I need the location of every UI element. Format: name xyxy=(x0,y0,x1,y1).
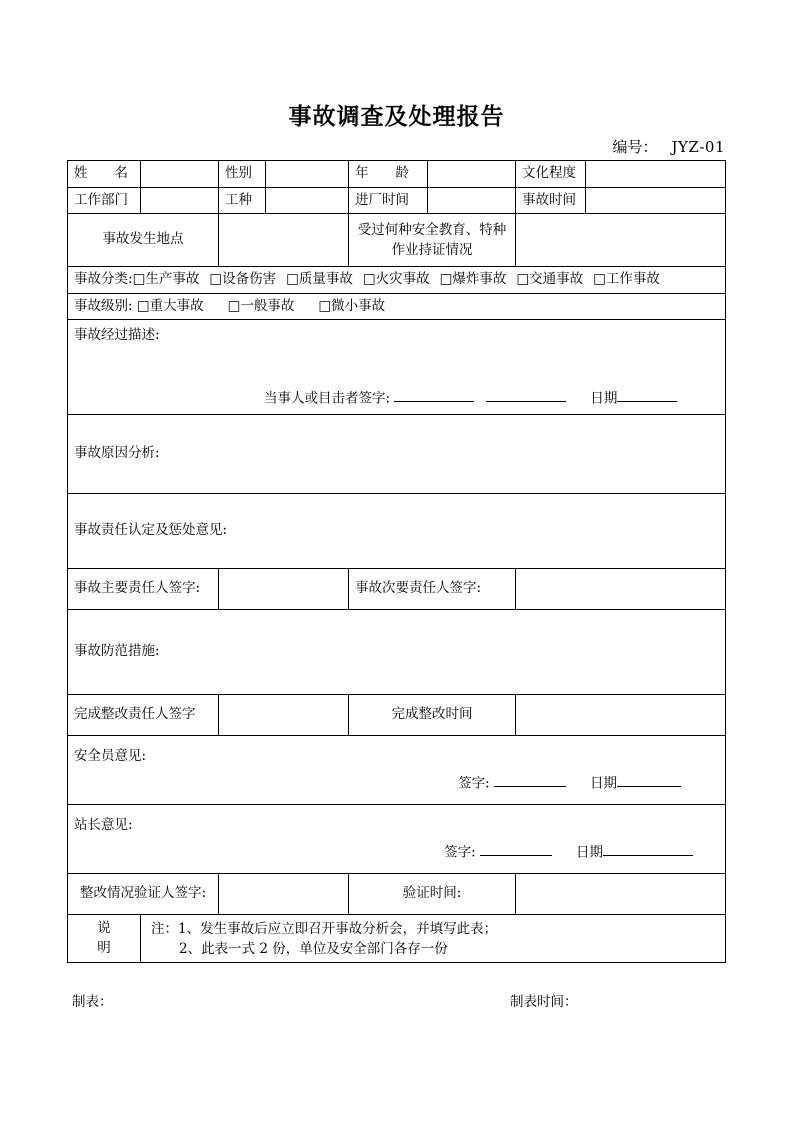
location-label: 事故发生地点 xyxy=(68,214,219,267)
primary-signature-label: 事故主要责任人签字: xyxy=(68,569,219,610)
witness-date-field[interactable] xyxy=(617,388,677,403)
training-value-cell[interactable] xyxy=(516,214,726,267)
safety-officer-date-field[interactable] xyxy=(617,773,681,788)
prevention-cell[interactable] xyxy=(68,610,726,695)
safety-officer-signature-field[interactable] xyxy=(494,773,566,788)
age-label: 年 龄 xyxy=(349,161,428,188)
verification-time-cell[interactable] xyxy=(516,874,726,915)
document-number-label: 编号： xyxy=(612,138,658,156)
station-chief-date-label: 日期 xyxy=(576,844,603,860)
responsibility-label: 事故责任认定及惩处意见: xyxy=(74,522,228,539)
table-row-level xyxy=(68,293,726,320)
safety-officer-label: 安全员意见: xyxy=(74,747,147,764)
notes-item-1: 注：1、发生事故后应立即召开事故分析会，并填写此表； xyxy=(151,921,498,938)
station-chief-date-field[interactable] xyxy=(603,842,693,857)
table-row-classification xyxy=(68,267,726,294)
prevention-label: 事故防范措施: xyxy=(74,643,160,660)
witness-signature-field-2[interactable] xyxy=(486,388,566,403)
classification-label: 事故分类: xyxy=(74,271,133,288)
entry-time-value-cell[interactable] xyxy=(428,187,516,214)
education-label: 文化程度 xyxy=(516,161,586,188)
level-cell xyxy=(68,293,726,320)
department-value-cell[interactable] xyxy=(141,187,219,214)
page-title: 事故调查及处理报告 xyxy=(288,104,505,130)
table-row-rectification xyxy=(68,695,726,736)
prepared-time-label: 制表时间： xyxy=(510,994,578,1010)
prepared-by-label: 制表： xyxy=(72,994,113,1010)
name-label: 姓 名 xyxy=(68,161,141,188)
table-row-signatures xyxy=(68,569,726,610)
classification-option-2[interactable]: □质量事故 xyxy=(286,271,353,288)
gender-value-cell[interactable] xyxy=(266,161,349,188)
witness-signature-label: 当事人或目击者签字: xyxy=(264,390,391,406)
level-option-0[interactable]: □重大事故 xyxy=(136,297,204,314)
notes-item-2: 2、此表一式 2 份，单位及安全部门各存一份 xyxy=(179,940,448,957)
secondary-signature-label: 事故次要责任人签字: xyxy=(349,569,516,610)
classification-option-1[interactable]: □设备伤害 xyxy=(209,271,277,288)
document-number xyxy=(0,136,725,157)
age-value-cell[interactable] xyxy=(428,161,516,188)
table-row-safety-officer xyxy=(68,736,726,805)
notes-body xyxy=(141,915,726,963)
classification-option-3[interactable]: □火灾事故 xyxy=(362,271,430,288)
notes-header-line1: 说 xyxy=(97,920,111,937)
safety-officer-signature-line xyxy=(74,773,719,794)
witness-signature-field[interactable] xyxy=(394,388,474,403)
table-row-cause xyxy=(68,415,726,494)
gender-label: 性别 xyxy=(219,161,266,188)
station-chief-signature-field[interactable] xyxy=(480,842,552,857)
table-row-notes xyxy=(68,915,726,963)
witness-date-label: 日期 xyxy=(590,390,618,406)
job-type-value-cell[interactable] xyxy=(266,187,349,214)
education-value-cell[interactable] xyxy=(586,161,726,188)
rectification-person-label: 完成整改责任人签字 xyxy=(68,695,219,736)
location-value-cell[interactable] xyxy=(219,214,349,267)
rectification-time-cell[interactable] xyxy=(516,695,726,736)
name-value-cell[interactable] xyxy=(141,161,219,188)
table-row-location xyxy=(68,214,726,267)
secondary-signature-cell[interactable] xyxy=(516,569,726,610)
level-option-2[interactable]: □微小事故 xyxy=(318,297,386,314)
accident-report-table xyxy=(67,160,726,963)
document-number-value: JYZ-01 xyxy=(671,138,725,156)
notes-header xyxy=(68,915,141,963)
rectification-time-label: 完成整改时间 xyxy=(349,695,516,736)
accident-time-label: 事故时间 xyxy=(516,187,586,214)
classification-option-0[interactable]: □生产事故 xyxy=(132,271,200,288)
cause-analysis-cell[interactable] xyxy=(68,415,726,494)
station-chief-signature-label: 签字: xyxy=(444,844,476,860)
table-row-responsibility xyxy=(68,494,726,569)
station-chief-cell[interactable] xyxy=(68,805,726,874)
table-row-basic-2 xyxy=(68,187,726,214)
witness-signature-line xyxy=(74,388,719,409)
safety-officer-date-label: 日期 xyxy=(590,775,617,791)
description-label: 事故经过描述: xyxy=(74,326,160,343)
table-row-station-chief xyxy=(68,805,726,874)
station-chief-label: 站长意见: xyxy=(74,816,133,833)
safety-officer-cell[interactable] xyxy=(68,736,726,805)
description-cell[interactable] xyxy=(68,320,726,415)
verification-person-cell[interactable] xyxy=(219,874,349,915)
rectification-person-cell[interactable] xyxy=(219,695,349,736)
table-row-description xyxy=(68,320,726,415)
cause-analysis-label: 事故原因分析: xyxy=(74,445,160,462)
job-type-label: 工种 xyxy=(219,187,266,214)
accident-time-value-cell[interactable] xyxy=(586,187,726,214)
classification-option-6[interactable]: □工作事故 xyxy=(593,271,660,288)
classification-option-4[interactable]: □爆炸事故 xyxy=(439,271,507,288)
classification-cell xyxy=(68,267,726,294)
station-chief-signature-line xyxy=(74,842,719,863)
level-label: 事故级别: xyxy=(74,297,133,314)
responsibility-cell[interactable] xyxy=(68,494,726,569)
entry-time-label: 进厂时间 xyxy=(349,187,428,214)
verification-time-label: 验证时间: xyxy=(349,874,516,915)
department-label: 工作部门 xyxy=(68,187,141,214)
table-row-verification xyxy=(68,874,726,915)
level-option-1[interactable]: □一般事故 xyxy=(227,297,295,314)
table-row-prevention xyxy=(68,610,726,695)
notes-header-line2: 明 xyxy=(97,939,111,956)
safety-officer-signature-label: 签字: xyxy=(458,775,490,791)
verification-person-label: 整改情况验证人签字: xyxy=(68,874,219,915)
primary-signature-cell[interactable] xyxy=(219,569,349,610)
training-label: 受过何种安全教育、特种作业持证情况 xyxy=(349,214,516,267)
classification-option-5[interactable]: □交通事故 xyxy=(516,271,584,288)
table-row-basic-1 xyxy=(68,161,726,188)
